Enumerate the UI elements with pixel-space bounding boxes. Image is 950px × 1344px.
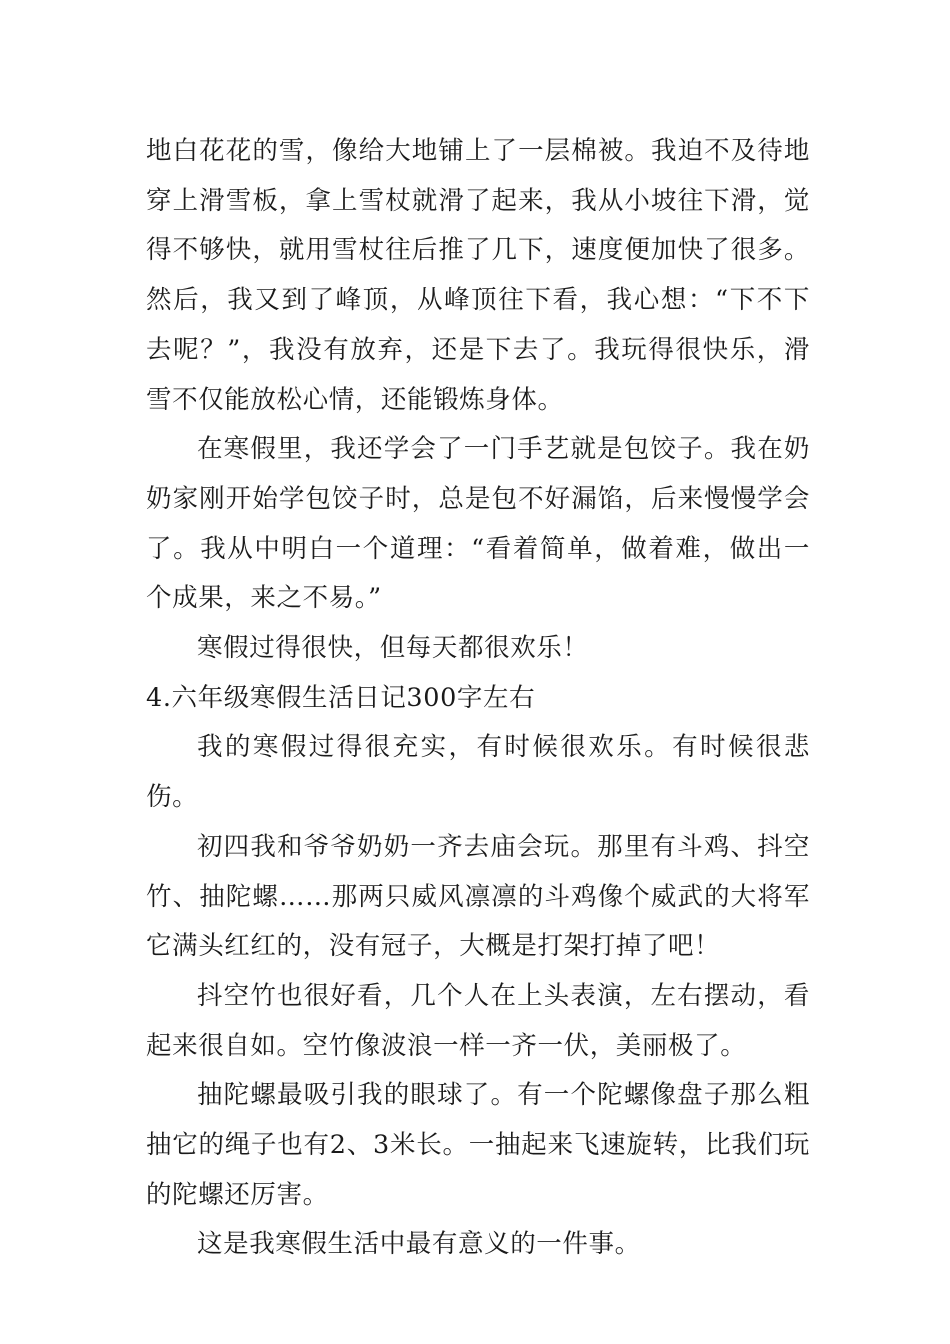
paragraph-temple-fair: 初四我和爷爷奶奶一齐去庙会玩。那里有斗鸡、抖空竹、抽陀螺……那两只威风凛凛的斗鸡像个威武的大将军它满头红红的，没有冠子，大概是打架打掉了吧！ [146, 831, 810, 962]
paragraph-conclusion: 这是我寒假生活中最有意义的一件事。 [197, 1229, 641, 1260]
paragraph-skiing: 地白花花的雪，像给大地铺上了一层棉被。我迫不及待地穿上滑雪板，拿上雪杖就滑了起来，我从小坡往下滑，觉得不够快，就用雪杖往后推了几下，速度便加快了很多。然后，我又到了峰顶，从峰顶往下看，我心想：“下不下去呢？”，我没有放弃，还是下去了。我玩得很快乐，滑雪不仅能放松心情，还能锻炼身体。 [146, 136, 810, 415]
paragraph-winter-happy: 寒假过得很快，但每天都很欢乐！ [197, 633, 589, 664]
paragraph-diabolo: 抖空竹也很好看，几个人在上头表演，左右摆动，看起来很自如。空竹像波浪一样一齐一伏，美丽极了。 [146, 980, 810, 1061]
section-heading: 4.六年级寒假生活日记300字左右 [146, 682, 536, 713]
paragraph-spinning-top: 抽陀螺最吸引我的眼球了。有一个陀螺像盘子那么粗抽它的绳子也有2、3米长。一抽起来飞速旋转，比我们玩的陀螺还厉害。 [146, 1080, 810, 1210]
document-body [146, 127, 810, 1270]
paragraph-dumplings: 在寒假里，我还学会了一门手艺就是包饺子。我在奶奶家刚开始学包饺子时，总是包不好漏馅，后来慢慢学会了。我从中明白一个道理：“看着简单，做着难，做出一个成果，来之不易。” [146, 434, 810, 614]
paragraph-fulfilling: 我的寒假过得很充实，有时候很欢乐。有时候很悲伤。 [146, 732, 810, 813]
